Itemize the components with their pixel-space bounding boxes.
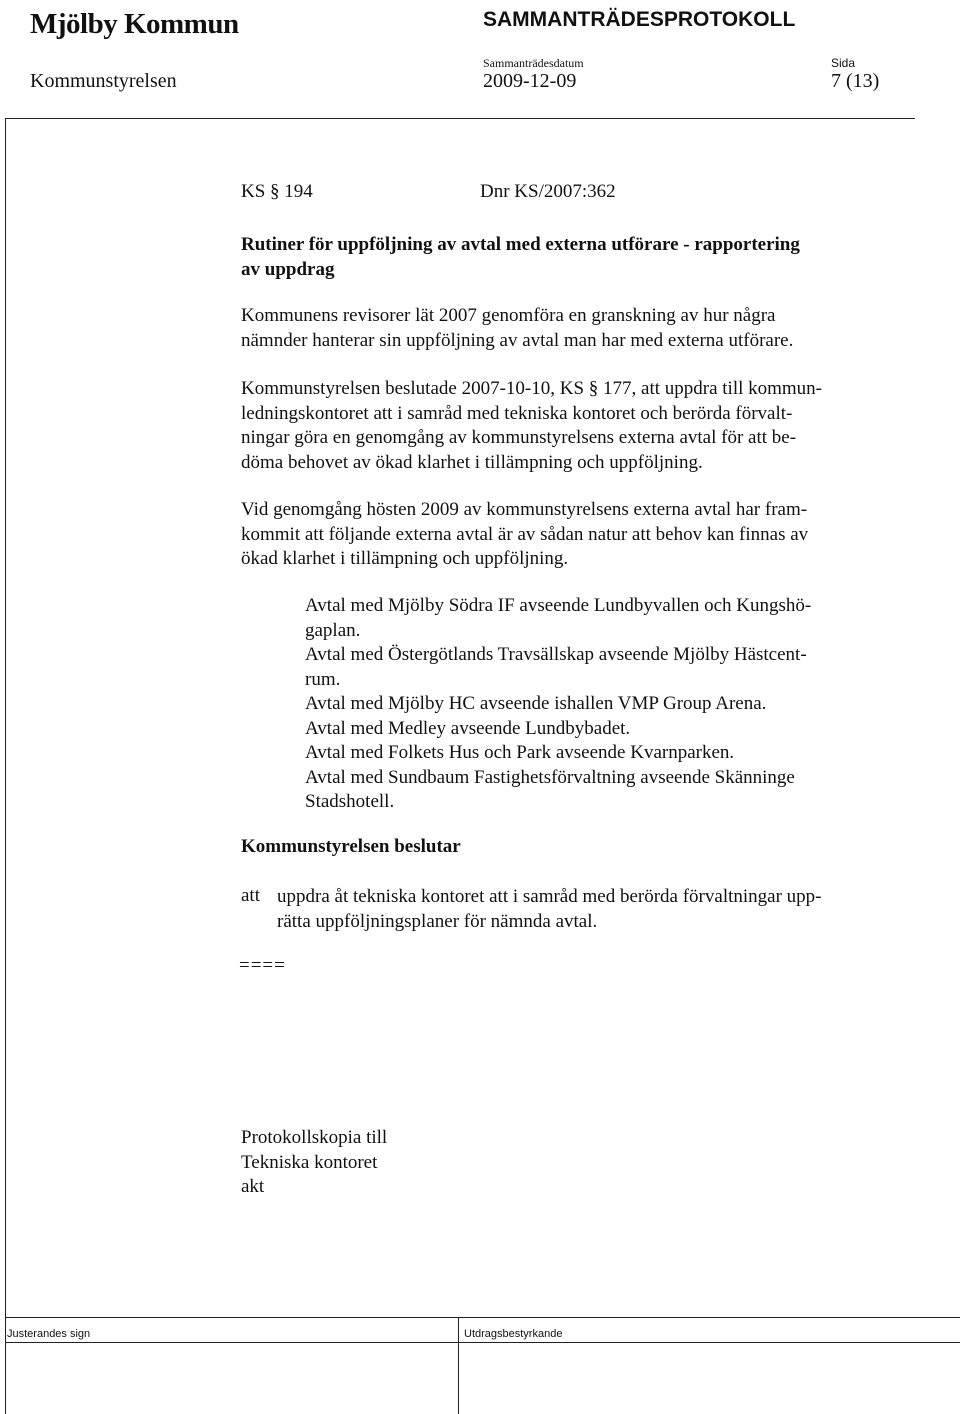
page-number: 7 (13): [831, 70, 880, 92]
decision-att: att: [241, 885, 260, 906]
paragraph-line: Vid genomgång hösten 2009 av kommunstyrelsens externa avtal har fram-: [241, 499, 808, 520]
list-item: Avtal med Östergötlands Travsällskap avseende Mjölby Hästcent-: [305, 644, 807, 665]
case-number: KS § 194: [241, 181, 313, 202]
margin-rule: [5, 118, 6, 1414]
list-item: rum.: [305, 668, 341, 690]
copy-distribution: [241, 1126, 881, 1200]
list-item: Avtal med Mjölby HC avseende ishallen VMP Group Arena.: [305, 693, 767, 714]
header-rule: [5, 118, 915, 119]
paragraph-line: ökad klarhet i tillämpning och uppföljning.: [241, 548, 569, 569]
list-item: Stadshotell.: [305, 791, 395, 812]
meeting-date: 2009-12-09: [483, 70, 577, 92]
date-label: Sammanträdesdatum: [483, 56, 584, 70]
signature-label: Justerandes sign: [7, 1328, 91, 1340]
organization-name: Mjölby Kommun: [30, 8, 239, 40]
decision-line: uppdra åt tekniska kontoret att i samråd med berörda förvaltningar upp-: [277, 886, 822, 907]
list-item: Avtal med Medley avseende Lundbybadet.: [305, 717, 631, 739]
list-item: Avtal med Mjölby Södra IF avseende Lundbyvallen och Kungshö-: [305, 595, 812, 616]
agreement-list: [305, 594, 945, 815]
paragraph-background: [241, 304, 881, 353]
paragraph-line: nämnder hanterar sin uppföljning av avtal man har med externa utförare.: [241, 329, 794, 351]
paragraph-line: döma behovet av ökad klarhet i tillämpning och uppföljning.: [241, 451, 703, 473]
page-label: Sida: [831, 56, 856, 70]
paragraph-line: Kommunens revisorer lät 2007 genomföra en granskning av hur några: [241, 305, 776, 326]
section-separator: ====: [239, 955, 286, 976]
copy-line: Protokollskopia till: [241, 1127, 388, 1148]
list-item: gaplan.: [305, 619, 361, 641]
decision-heading: Kommunstyrelsen beslutar: [241, 836, 461, 857]
registration-number: Dnr KS/2007:362: [480, 181, 616, 202]
paragraph-previous-decision: [241, 377, 881, 475]
document-title: SAMMANTRÄDESPROTOKOLL: [483, 8, 796, 31]
copy-line: akt: [241, 1176, 265, 1197]
paragraph-line: ledningskontoret att i samråd med tekniska kontoret och berörda förvalt-: [241, 402, 793, 424]
footer-divider: [458, 1318, 459, 1414]
decision-line: rätta uppföljningsplaner för nämnda avtal.: [277, 910, 598, 932]
case-heading-line: Rutiner för uppföljning av avtal med externa utförare - rapportering: [241, 234, 800, 255]
paragraph-line: kommit att följande externa avtal är av sådan natur att behov kan finnas av: [241, 523, 809, 545]
paragraph-review-result: [241, 498, 881, 572]
case-heading: [241, 232, 901, 282]
decision-text: [277, 885, 917, 934]
case-heading-line: av uppdrag: [241, 259, 335, 280]
paragraph-line: ningar göra en genomgång av kommunstyrelsens externa avtal för att be-: [241, 427, 797, 448]
list-item: Avtal med Folkets Hus och Park avseende Kvarnparken.: [305, 742, 735, 763]
list-item: Avtal med Sundbaum Fastighetsförvaltning avseende Skänninge: [305, 766, 795, 788]
copy-line: Tekniska kontoret: [241, 1151, 378, 1173]
paragraph-line: Kommunstyrelsen beslutade 2007-10-10, KS § 177, att uppdra till kommun-: [241, 378, 823, 399]
committee-name: Kommunstyrelsen: [30, 70, 177, 92]
certification-label: Utdragsbestyrkande: [464, 1328, 563, 1340]
